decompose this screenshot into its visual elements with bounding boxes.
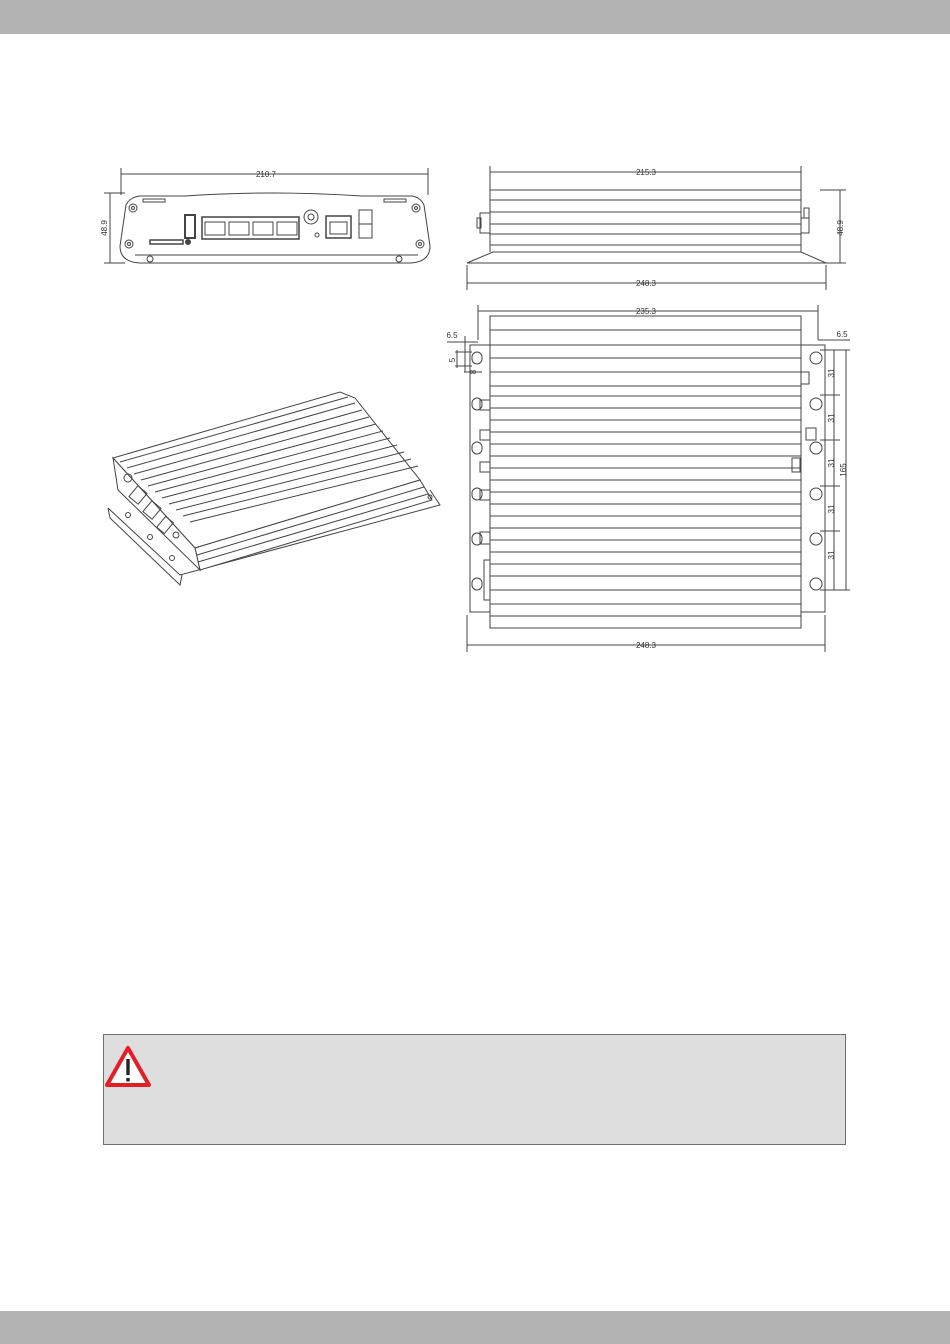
side-flange-width-label: 248.3: [635, 279, 657, 288]
front-height-label: 48.9: [100, 220, 109, 236]
top-pitch-label-4: 31: [827, 504, 836, 514]
top-slot-width-label: 8: [469, 369, 478, 375]
side-height-label: 48.9: [836, 220, 845, 236]
side-view: [467, 166, 846, 290]
top-overall-width-label: 248.3: [635, 641, 657, 650]
top-right-margin-label: 6.5: [836, 330, 848, 339]
side-body-width-label: 215.3: [635, 168, 657, 177]
top-slot-height-label: 5: [448, 357, 457, 363]
top-left-margin-label: 6.5: [446, 331, 458, 340]
top-pitch-label-5: 31: [827, 550, 836, 560]
isometric-view: [108, 392, 440, 585]
top-total-pitch-label: 165: [839, 463, 848, 477]
top-view: [447, 305, 850, 652]
footer-bar: [0, 1311, 950, 1344]
warning-triangle-icon: [104, 1045, 152, 1089]
top-pitch-label-1: 31: [827, 368, 836, 378]
top-pitch-label-2: 31: [827, 413, 836, 423]
top-inner-width-label: 235.3: [635, 307, 657, 316]
front-width-label: 210.7: [255, 170, 277, 179]
front-view: [104, 168, 430, 263]
warning-box: [103, 1034, 846, 1145]
top-pitch-label-3: 31: [827, 458, 836, 468]
